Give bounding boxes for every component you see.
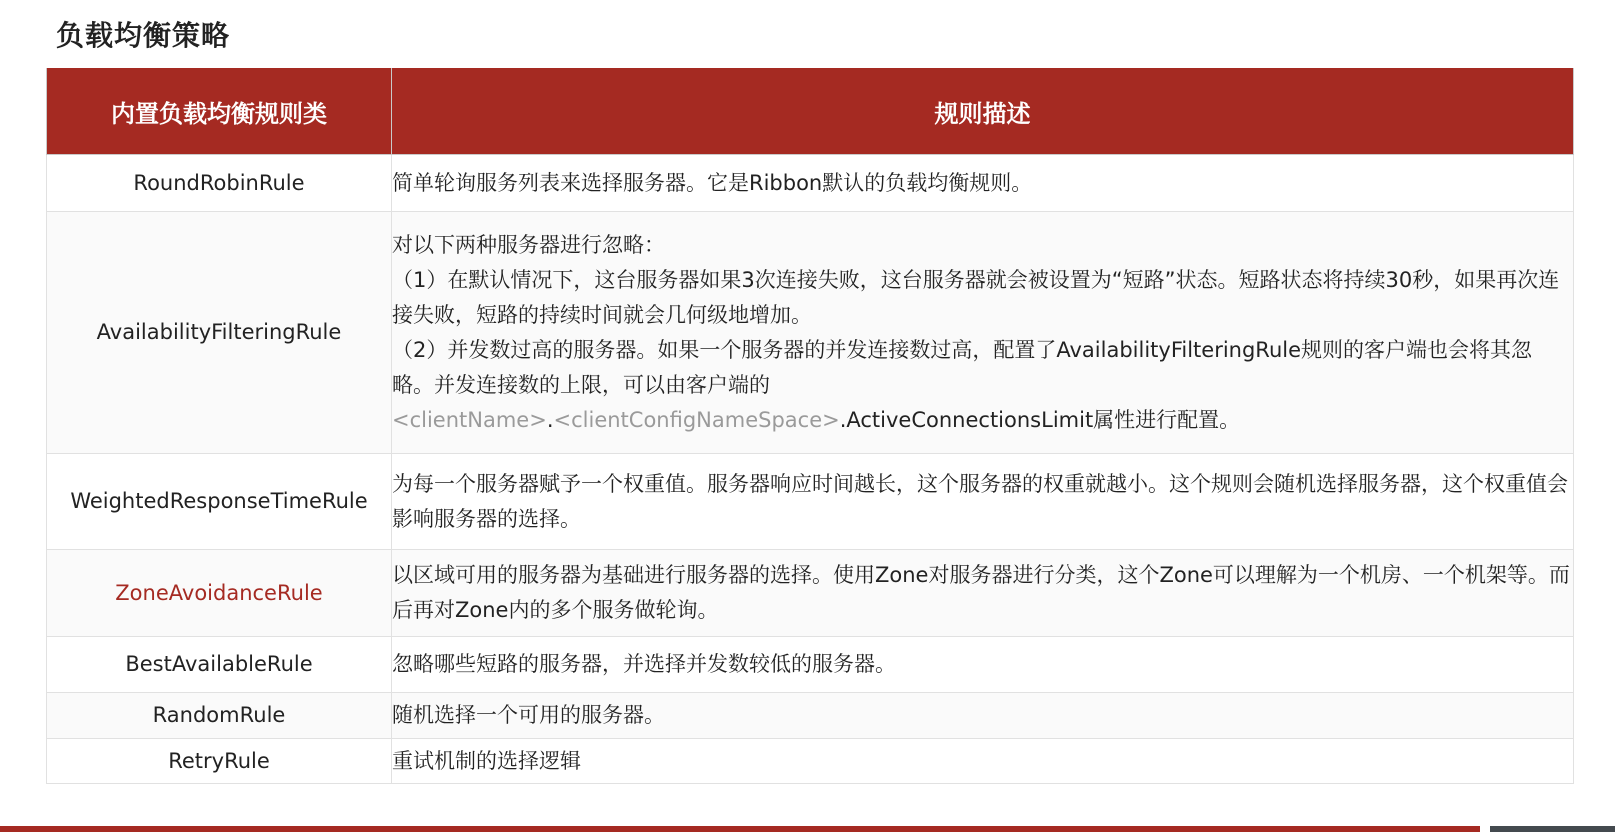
description-line: （2）并发数过高的服务器。如果一个服务器的并发连接数过高，配置了AvailabilityFilteringRule规则的客户端也会将其忽略。并发连接数的上限，可以由客户端的: [392, 337, 1533, 397]
rule-description: 忽略哪些短路的服务器，并选择并发数较低的服务器。: [392, 637, 1574, 693]
rule-description: 以区域可用的服务器为基础进行服务器的选择。使用Zone对服务器进行分类，这个Zone可以理解为一个机房、一个机架等。而后再对Zone内的多个服务做轮询。: [392, 550, 1574, 637]
header-rule-description: 规则描述: [392, 68, 1574, 155]
table-row: [47, 693, 1574, 739]
footer-accent-bar: [0, 826, 1480, 832]
rule-name: RetryRule: [47, 739, 392, 784]
config-tail: .ActiveConnectionsLimit属性进行配置。: [839, 407, 1241, 432]
rule-description: 重试机制的选择逻辑: [392, 739, 1574, 784]
rule-name: WeightedResponseTimeRule: [47, 454, 392, 550]
rule-name: RoundRobinRule: [47, 155, 392, 212]
rule-description: 简单轮询服务列表来选择服务器。它是Ribbon默认的负载均衡规则。: [392, 155, 1574, 212]
client-name-token: <clientName>: [392, 407, 547, 432]
table-row: [47, 637, 1574, 693]
table-header-row: [47, 68, 1574, 155]
rule-name-highlighted: ZoneAvoidanceRule: [47, 550, 392, 637]
client-config-namespace-token: <clientConfigNameSpace>: [553, 407, 840, 432]
table-row: [47, 739, 1574, 784]
rule-name: BestAvailableRule: [47, 637, 392, 693]
table-row: [47, 155, 1574, 212]
description-line: （1）在默认情况下，这台服务器如果3次连接失败，这台服务器就会被设置为“短路”状态。短路状态将持续30秒，如果再次连接失败，短路的持续时间就会几何级地增加。: [392, 267, 1560, 327]
config-key-line: [392, 403, 1573, 438]
header-rule-class: 内置负载均衡规则类: [47, 68, 392, 155]
rule-description: 随机选择一个可用的服务器。: [392, 693, 1574, 739]
rule-name: RandomRule: [47, 693, 392, 739]
footer-dark-bar: [1490, 826, 1615, 832]
rule-name: AvailabilityFilteringRule: [47, 212, 392, 454]
config-separator: .: [546, 407, 554, 432]
table-row: [47, 550, 1574, 637]
load-balancing-rules-table: [46, 68, 1574, 784]
rule-description: 为每一个服务器赋予一个权重值。服务器响应时间越长，这个服务器的权重就越小。这个规则会随机选择服务器，这个权重值会影响服务器的选择。: [392, 454, 1574, 550]
table-row: [47, 454, 1574, 550]
page-title: 负载均衡策略: [56, 19, 231, 52]
table-row: [47, 212, 1574, 454]
description-line: 对以下两种服务器进行忽略：: [392, 232, 665, 257]
rule-description: [392, 212, 1574, 454]
